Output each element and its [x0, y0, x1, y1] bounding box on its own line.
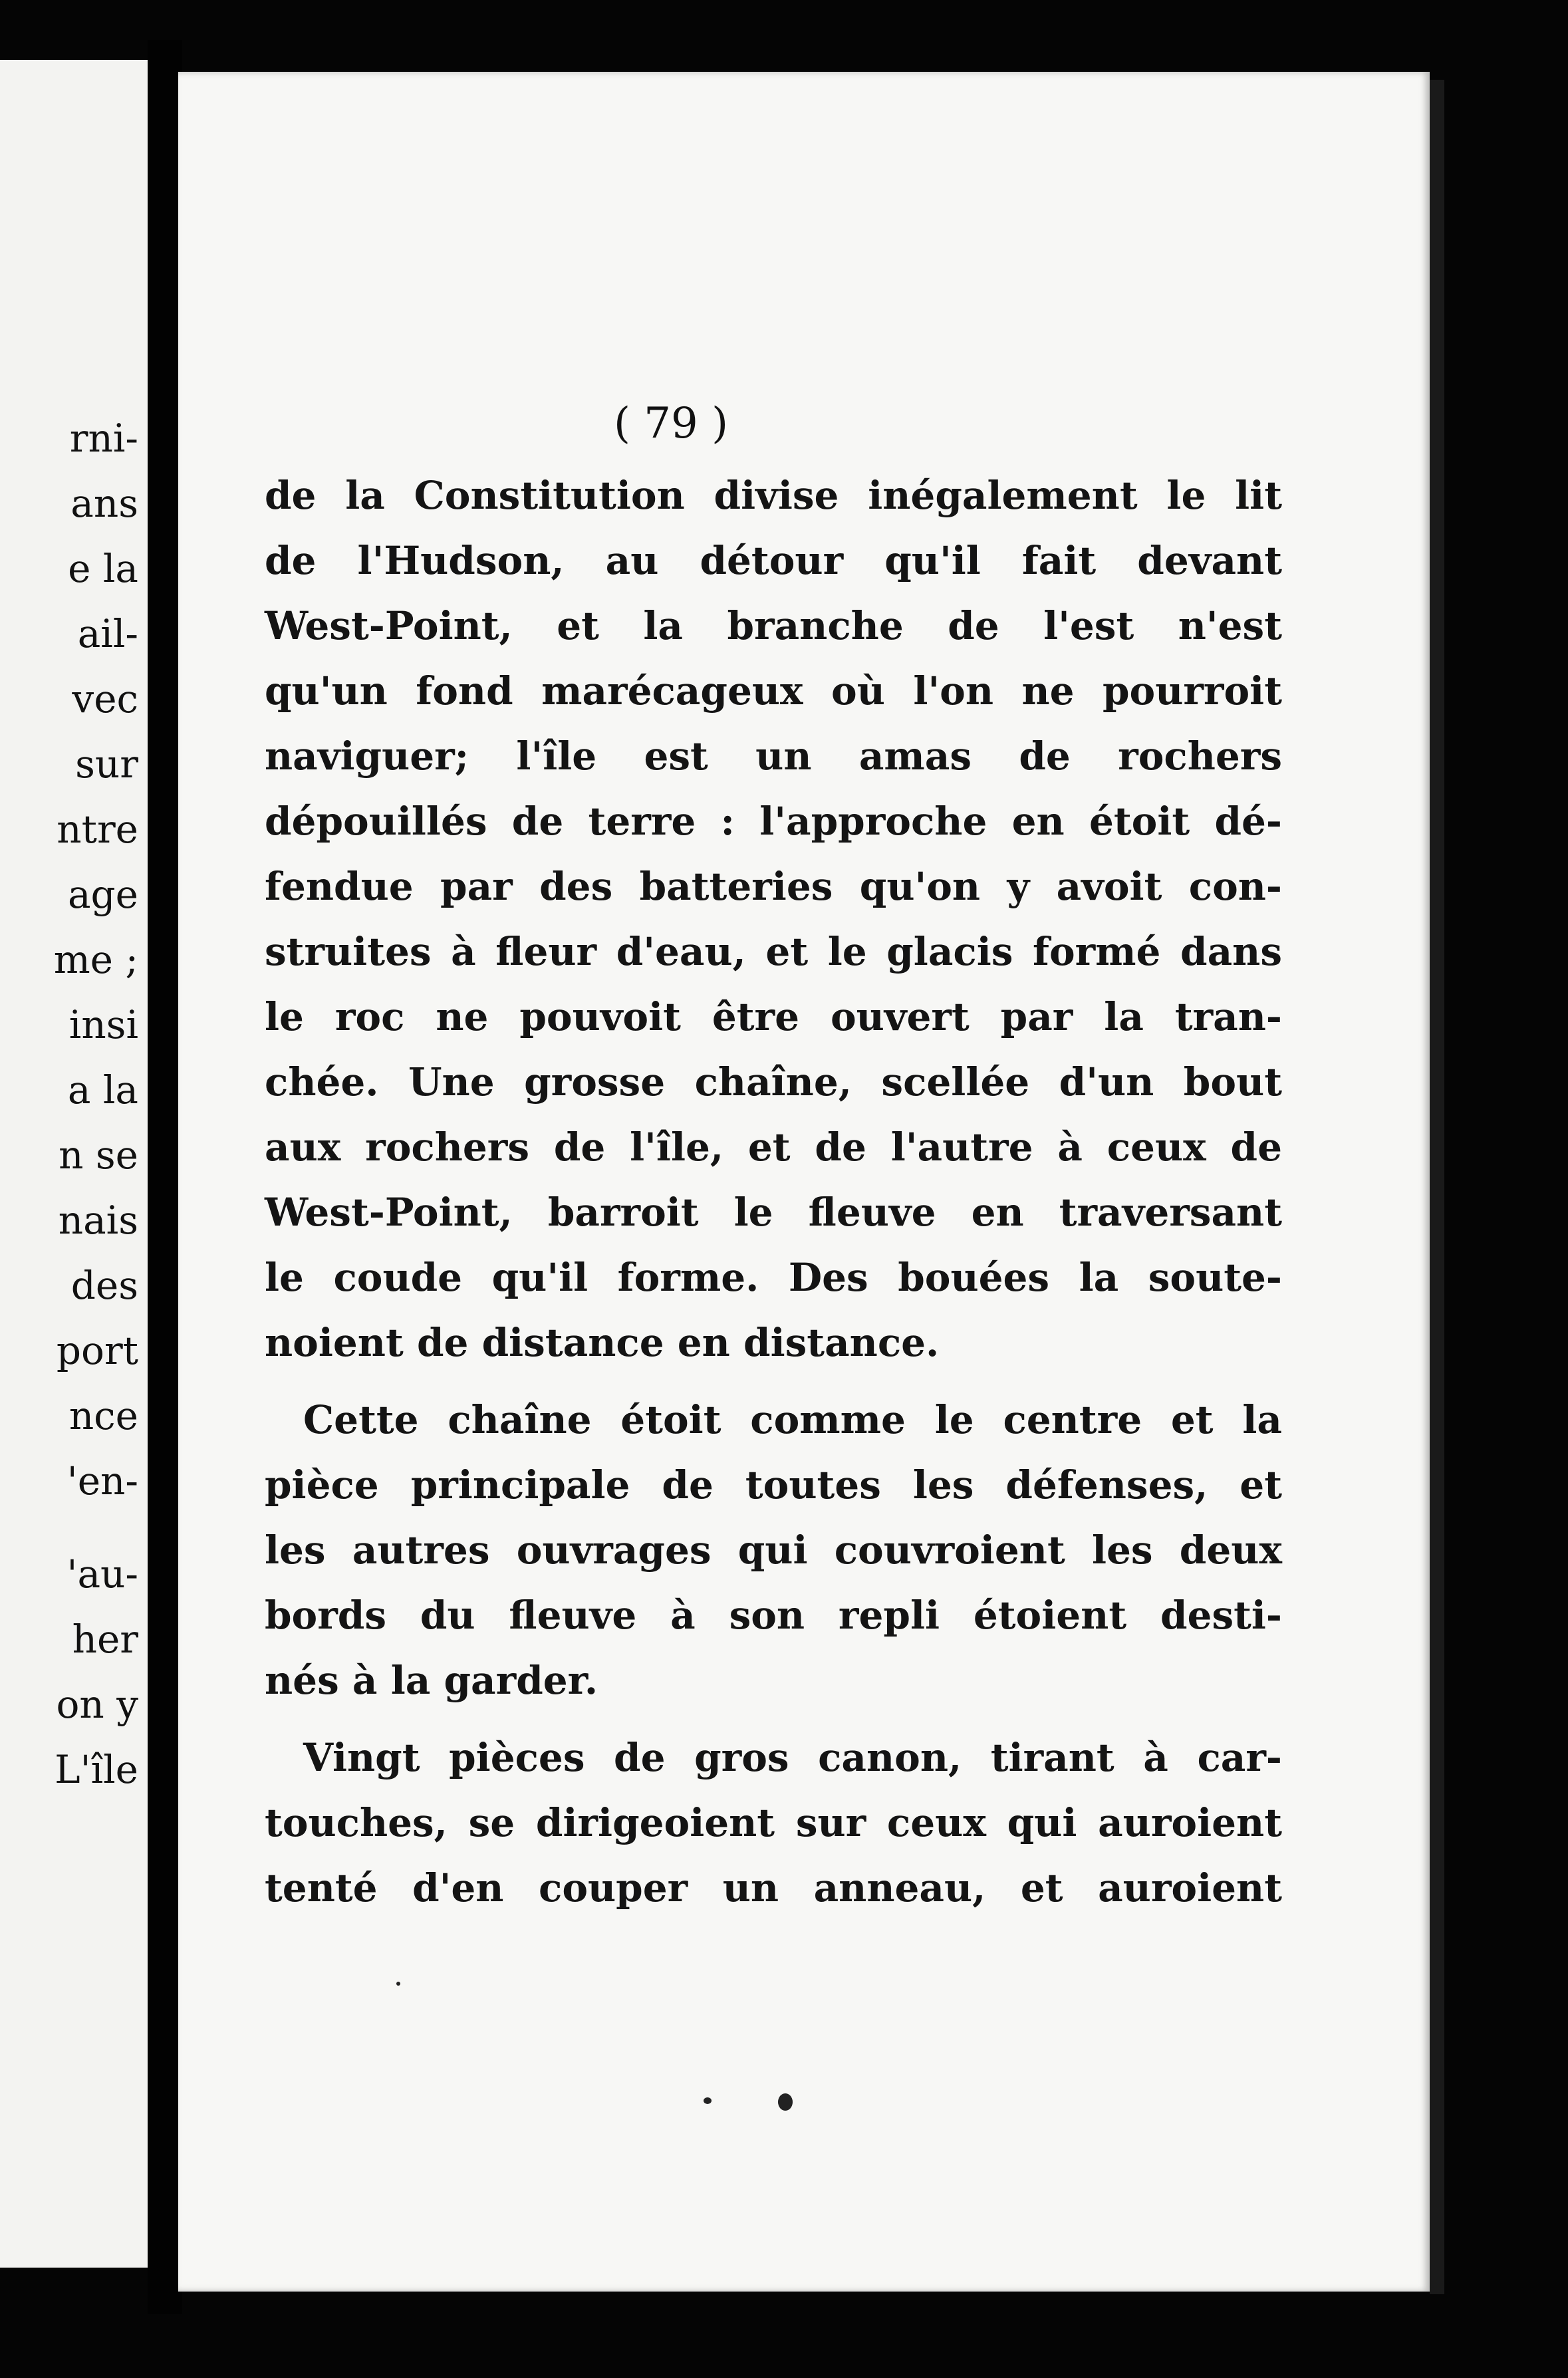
text-line: dépouillés de terre : l'approche en étoit dé-: [265, 799, 1282, 844]
text-line: de l'Hudson, au détour qu'il fait devant: [265, 538, 1282, 583]
text-line: aux rochers de l'île, et de l'autre à ceux de: [265, 1124, 1282, 1170]
text-line: le roc ne pouvoit être ouvert par la tran-: [265, 994, 1282, 1039]
previous-page-line: vec: [72, 676, 138, 722]
text-line: chée. Une grosse chaîne, scellée d'un bout: [265, 1059, 1282, 1105]
previous-page-line: ans: [70, 481, 138, 526]
previous-page-line: sur: [75, 741, 138, 787]
previous-page-line: L'île: [55, 1747, 138, 1792]
text-line: fendue par des batteries qu'on y avoit con-: [265, 864, 1282, 909]
text-line: noient de distance en distance.: [265, 1320, 940, 1365]
previous-page-line: ail-: [77, 611, 138, 656]
previous-page-line: des: [70, 1263, 138, 1308]
text-line: West-Point, barroit le fleuve en traversant: [265, 1190, 1282, 1235]
previous-page-line: on y: [56, 1682, 138, 1727]
previous-page-line: insi: [68, 1002, 138, 1047]
previous-page-line: her: [72, 1617, 138, 1662]
text-line: Vingt pièces de gros canon, tirant à car-: [303, 1735, 1282, 1780]
previous-page-line: nce: [68, 1393, 138, 1438]
paragraph-1: [265, 463, 1282, 1375]
previous-page-text: [54, 406, 138, 1802]
text-line: les autres ouvrages qui couvroient les deux: [265, 1527, 1282, 1573]
previous-page-line: 'en-: [66, 1458, 138, 1504]
previous-page-line: age: [67, 872, 138, 917]
text-line: struites à fleur d'eau, et le glacis formé dans: [265, 929, 1282, 974]
previous-page-line: port: [56, 1328, 138, 1373]
previous-page-line: me ;: [53, 937, 138, 982]
text-line: tenté d'en couper un anneau, et auroient: [265, 1865, 1282, 1911]
page-79: [178, 72, 1430, 2292]
text-line: de la Constitution divise inégalement le lit: [265, 473, 1282, 518]
previous-page-line: ntre: [57, 807, 138, 852]
ink-speck: [396, 1982, 400, 1986]
previous-page-line: a la: [67, 1067, 138, 1113]
paragraph-2: [265, 1387, 1282, 1713]
text-line: Cette chaîne étoit comme le centre et la: [303, 1397, 1282, 1442]
previous-page-line: n se: [59, 1132, 138, 1178]
text-line: qu'un fond marécageux où l'on ne pourroit: [265, 668, 1282, 714]
paragraph-3: [265, 1725, 1282, 1920]
page-edge-shadow: [1430, 80, 1444, 2294]
previous-page-line: 'au-: [66, 1551, 138, 1597]
text-line: bords du fleuve à son repli étoient desti-: [265, 1593, 1282, 1638]
body-text: [265, 463, 1282, 1920]
previous-page-line: e la: [68, 546, 138, 591]
text-line: touches, se dirigeoient sur ceux qui auroient: [265, 1800, 1282, 1845]
previous-page-line: rni-: [69, 416, 138, 461]
ink-speck: [778, 2093, 793, 2111]
previous-page-line: nais: [58, 1198, 138, 1243]
text-line: nés à la garder.: [265, 1658, 598, 1703]
book-gutter: [148, 40, 182, 2314]
text-line: le coude qu'il forme. Des bouées la soute-: [265, 1255, 1282, 1300]
text-line: West-Point, et la branche de l'est n'est: [265, 603, 1282, 648]
previous-page-edge: [0, 60, 148, 2268]
ink-speck: [704, 2097, 712, 2104]
text-line: pièce principale de toutes les défenses, et: [265, 1462, 1282, 1508]
page-number: ( 79 ): [613, 399, 729, 448]
text-line: naviguer; l'île est un amas de rochers: [265, 733, 1282, 779]
